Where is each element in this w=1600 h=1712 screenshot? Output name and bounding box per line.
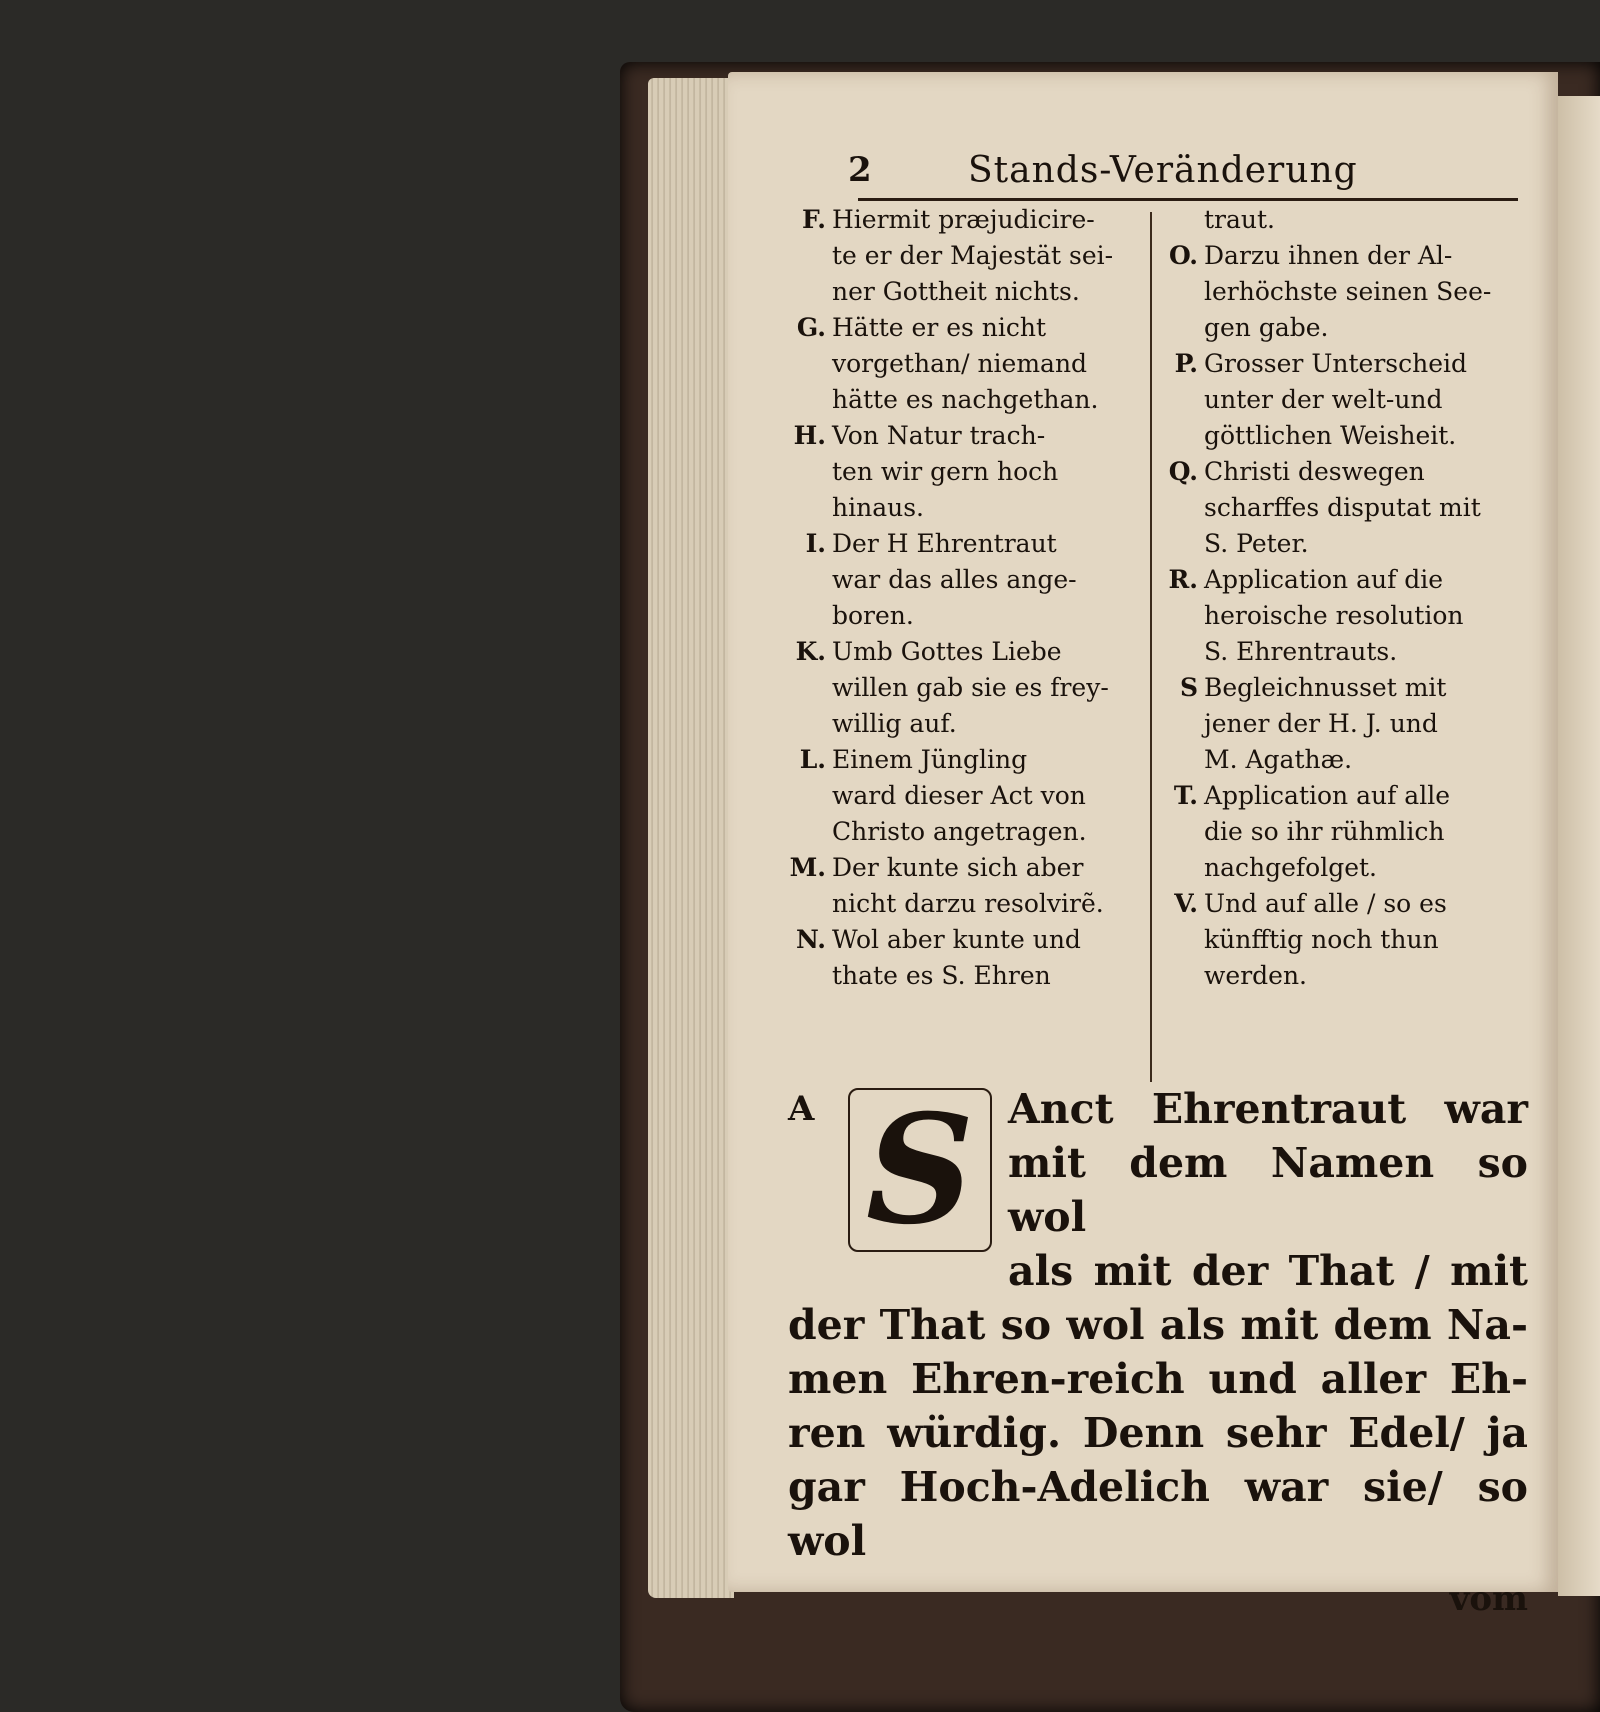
margin-note-line [1160,706,1520,742]
notes-column-left [788,202,1148,994]
margin-note-line [1160,814,1520,850]
note-letter [788,958,832,994]
text-line: Anct Ehrentraut war [1008,1085,1528,1133]
note-letter: K. [795,637,826,666]
note-text: willen gab sie es frey- [832,673,1109,702]
margin-note-line [788,814,1148,850]
note-letter: H. [793,421,826,450]
note-text: jener der H. J. und [1204,709,1438,738]
page-edges [648,78,734,1598]
note-text: thate es S. Ehren [832,961,1051,990]
note-letter [788,562,832,598]
note-text: Hiermit præjudicire- [832,205,1095,234]
note-text: Grosser Unterscheid [1204,349,1468,378]
note-text: nachgefolget. [1204,853,1377,882]
note-letter: O. [1168,241,1198,270]
note-text: Hätte er es nicht [832,313,1047,342]
margin-note-line [788,202,1148,238]
note-text: Begleichnusset mit [1204,673,1447,702]
note-letter [788,670,832,706]
note-letter [1160,310,1204,346]
note-letter [788,490,832,526]
margin-note-line [788,490,1148,526]
margin-note-line [788,454,1148,490]
margin-note-line [1160,778,1520,814]
note-letter [1160,706,1204,742]
margin-note-line [788,778,1148,814]
margin-note-line [788,670,1148,706]
note-letter: V. [1174,889,1198,918]
margin-note-line [788,346,1148,382]
note-text: künfftig noch thun [1204,925,1439,954]
note-text: boren. [832,601,914,630]
note-text: ner Gottheit nichts. [832,277,1080,306]
note-text: gen gabe. [1204,313,1329,342]
note-letter: I. [805,529,826,558]
note-letter [1160,598,1204,634]
note-letter [788,346,832,382]
body-text [788,1082,1528,1626]
note-letter [1160,958,1204,994]
note-text: willig auf. [832,709,957,738]
margin-note-line [1160,670,1520,706]
drop-cap: S [848,1088,992,1252]
note-letter: Q. [1168,457,1198,486]
note-letter: G. [796,313,826,342]
margin-note-line [788,958,1148,994]
margin-note-line [788,382,1148,418]
note-text: Von Natur trach- [832,421,1046,450]
note-letter [1160,634,1204,670]
note-letter: R. [1168,565,1198,594]
margin-note-line [788,526,1148,562]
margin-note-line [1160,490,1520,526]
note-text: Application auf alle [1204,781,1450,810]
margin-note-line [788,562,1148,598]
book-page [728,72,1558,1619]
note-letter: T. [1173,781,1198,810]
margin-note-line [1160,958,1520,994]
note-letter [1160,382,1204,418]
margin-note-line [1160,562,1520,598]
note-letter [788,454,832,490]
note-text: scharffes disputat mit [1204,493,1481,522]
note-text: heroische resolution [1204,601,1464,630]
margin-note-line [1160,202,1520,238]
note-text: Der H Ehrentraut [832,529,1057,558]
note-text: die so ihr rühmlich [1204,817,1445,846]
catchword: vom [1449,1579,1528,1619]
margin-note-line [1160,886,1520,922]
note-text: Christi deswegen [1204,457,1425,486]
note-text: te er der Majestät sei- [832,241,1114,270]
margin-note-line [1160,454,1520,490]
note-letter [788,778,832,814]
margin-note-line [1160,742,1520,778]
note-letter [788,598,832,634]
note-text: traut. [1204,205,1275,234]
note-letter: F. [802,205,826,234]
note-text: Christo angetragen. [832,817,1087,846]
margin-marker: A [788,1089,815,1129]
note-text: M. Agathæ. [1204,745,1353,774]
page-header [848,150,1528,200]
note-letter: N. [796,925,826,954]
margin-note-line [1160,346,1520,382]
note-letter [1160,814,1204,850]
notes-column-right [1160,202,1520,994]
note-text: lerhöchste seinen See- [1204,277,1492,306]
note-text: Einem Jüngling [832,745,1028,774]
note-letter [1160,850,1204,886]
margin-note-line [1160,310,1520,346]
margin-note-line [788,886,1148,922]
margin-note-line [1160,922,1520,958]
margin-note-line [788,310,1148,346]
note-text: S. Peter. [1204,529,1309,558]
note-letter: M. [789,853,826,882]
note-letter [1160,526,1204,562]
margin-note-line [788,634,1148,670]
margin-note-line [1160,598,1520,634]
note-text: ten wir gern hoch [832,457,1059,486]
margin-note-line [788,922,1148,958]
margin-note-line [788,598,1148,634]
note-letter [1160,742,1204,778]
note-text: vorgethan/ niemand [832,349,1088,378]
margin-note-line [1160,418,1520,454]
text-line: ren würdig. Denn sehr Edel/ ja [788,1409,1528,1457]
note-text: hätte es nachgethan. [832,385,1099,414]
note-text: Wol aber kunte und [832,925,1081,954]
note-letter [1160,490,1204,526]
note-text: ward dieser Act von [832,781,1086,810]
note-letter [788,382,832,418]
note-text: Umb Gottes Liebe [832,637,1062,666]
facing-page-edge [1558,96,1600,1596]
note-text: werden. [1204,961,1307,990]
note-text: Und auf alle / so es [1204,889,1447,918]
margin-note-line [1160,850,1520,886]
note-letter [1160,922,1204,958]
note-letter [788,274,832,310]
text-line: mit dem Namen so wol [1008,1139,1528,1241]
margin-note-line [788,850,1148,886]
note-letter [788,886,832,922]
text-line: gar Hoch-Adelich war sie/ so wol [788,1463,1528,1565]
note-text: hinaus. [832,493,924,522]
note-text: göttlichen Weisheit. [1204,421,1457,450]
text-line: als mit der That / mit [1008,1247,1528,1295]
note-text: unter der welt-und [1204,385,1443,414]
note-text: S. Ehrentrauts. [1204,637,1398,666]
column-divider [1150,212,1152,1082]
page-number: 2 [848,150,872,190]
running-head: Stands-Veränderung [968,150,1358,191]
text-line: der That so wol als mit dem Na- [788,1301,1528,1349]
margin-note-line [788,238,1148,274]
header-rule [858,198,1518,201]
margin-note-line [1160,382,1520,418]
note-text: Application auf die [1204,565,1444,594]
margin-notes [788,202,1528,1162]
margin-note-line [788,418,1148,454]
note-text: nicht darzu resolvirẽ. [832,889,1104,918]
margin-note-line [788,274,1148,310]
note-letter: S [1179,673,1198,702]
body-lines [788,1298,1528,1568]
margin-note-line [1160,634,1520,670]
note-letter [1160,274,1204,310]
note-text: Der kunte sich aber [832,853,1084,882]
margin-note-line [1160,274,1520,310]
note-letter: P. [1174,349,1198,378]
margin-note-line [788,706,1148,742]
margin-note-line [1160,526,1520,562]
text-line: men Ehren-reich und aller Eh- [788,1355,1528,1403]
note-text: Darzu ihnen der Al- [1204,241,1453,270]
note-letter [788,814,832,850]
note-letter [1160,418,1204,454]
note-letter [788,706,832,742]
note-letter [1160,202,1204,238]
note-text: war das alles ange- [832,565,1077,594]
note-letter [788,238,832,274]
margin-note-line [788,742,1148,778]
margin-note-line [1160,238,1520,274]
note-letter: L. [799,745,826,774]
